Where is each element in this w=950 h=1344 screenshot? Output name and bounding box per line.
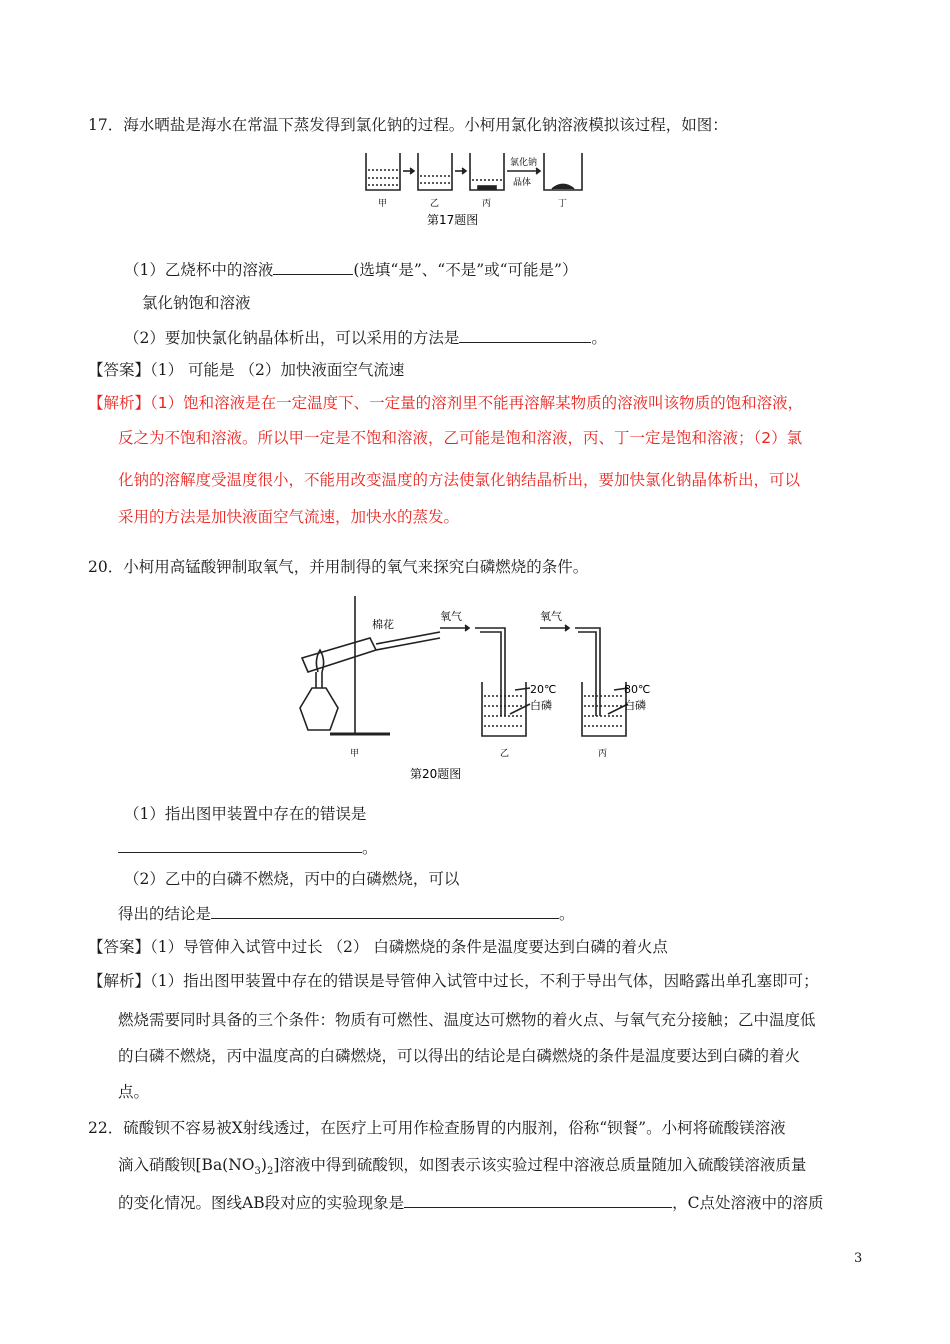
q22-line-1: 22．硫酸钡不容易被X射线透过，在医疗上可用作检查肠胃的内服剂，俗称“钡餐”。小柯将硫酸镁溶液 xyxy=(88,1119,786,1137)
q20-analysis-line-1: 【解析】（1）指出图甲装置中存在的错误是导管伸入试管中过长，不利于导出气体，因略露出单孔塞即可； xyxy=(88,972,819,990)
q20-sub2-cont xyxy=(118,902,575,925)
q20-sub2-text: 得出的结论是 xyxy=(118,905,212,923)
beaker-label-yi: 乙 xyxy=(430,199,440,209)
q20-sub1-end: 。 xyxy=(362,839,378,857)
q17-figure xyxy=(360,148,590,230)
q17-sub1-text: （1）乙烧杯中的溶液 xyxy=(124,261,274,279)
q20-sub2-blank[interactable] xyxy=(211,902,559,919)
q20-analysis-line-2: 燃烧需要同时具备的三个条件：物质有可燃性、温度达可燃物的着火点、与氧气充分接触；乙中温度低 xyxy=(118,1011,816,1029)
page-number: 3 xyxy=(854,1251,863,1266)
q20-analysis-line-3: 的白磷不燃烧，丙中温度高的白磷燃烧，可以得出的结论是白磷燃烧的条件是温度要达到白磷的着火 xyxy=(118,1047,801,1065)
q17-analysis-line-2: 反之为不饱和溶液。所以甲一定是不饱和溶液，乙可能是饱和溶液，丙、丁一定是饱和溶液；（2）氯 xyxy=(118,429,803,447)
q22-line-3a: 的变化情况。图线AB段对应的实验现象是 xyxy=(118,1194,405,1212)
beaker-label-ding: 丁 xyxy=(558,199,568,209)
q20-figure-caption: 第20题图 xyxy=(410,767,462,781)
q17-sub2 xyxy=(124,326,607,349)
q22-line-2b: ) xyxy=(260,1156,267,1174)
q22-line-3b: ，C点处溶液中的溶质 xyxy=(672,1194,824,1212)
q17-sub2-end: 。 xyxy=(591,329,607,347)
q22-line-2 xyxy=(118,1154,806,1183)
q17-analysis-line-4: 采用的方法是加快液面空气流速，加快水的蒸发。 xyxy=(118,508,460,526)
q17-analysis-line-3: 化钠的溶解度受温度很小，不能用改变温度的方法使氯化钠结晶析出，要加快氯化钠晶体析出，可以 xyxy=(118,471,801,489)
apparatus-label-yi: 乙 xyxy=(500,749,510,759)
q17-sub1-blank[interactable] xyxy=(273,258,353,275)
q22-sub-2: 2 xyxy=(266,1166,274,1178)
beaker-label-bing: 丙 xyxy=(482,199,492,209)
q20-sub1-blank[interactable] xyxy=(118,836,362,853)
temp-label-yi: 20℃ xyxy=(530,683,557,696)
crystal-label-1: 氯化钠 xyxy=(510,158,538,168)
q20-sub2: （2）乙中的白磷不燃烧，丙中的白磷燃烧，可以 xyxy=(124,870,460,888)
apparatus-label-jia: 甲 xyxy=(350,749,360,759)
q20-answer: 【答案】（1）导管伸入试管中过长 （2） 白磷燃烧的条件是温度要达到白磷的着火点 xyxy=(88,938,668,956)
q17-sub1-hint: (选填“是”、“不是”或“可能是”） xyxy=(353,261,578,279)
q20-sub1-answer-line xyxy=(118,836,378,859)
q20-analysis-line-4: 点。 xyxy=(118,1083,150,1101)
q20-sub2-end: 。 xyxy=(559,905,575,923)
beaker-label-jia: 甲 xyxy=(378,199,388,209)
q17-sub1 xyxy=(124,258,577,281)
apparatus-label-bing: 丙 xyxy=(598,749,608,759)
q17-figure-caption: 第17题图 xyxy=(427,213,479,227)
q22-sub-3: 3 xyxy=(254,1166,261,1178)
q22-blank-ab[interactable] xyxy=(404,1191,672,1208)
white-p-label-yi: 白磷 xyxy=(530,699,552,712)
q20-stem: 20．小柯用高锰酸钾制取氧气，并用制得的氧气来探究白磷燃烧的条件。 xyxy=(88,558,589,576)
crystal-label-2: 晶体 xyxy=(513,178,532,188)
q17-sub1-cont: 氯化钠饱和溶液 xyxy=(142,294,251,312)
q17-stem: 17．海水晒盐是海水在常温下蒸发得到氯化钠的过程。小柯用氯化钠溶液模拟该过程，如图： xyxy=(88,116,728,134)
white-p-label-bing: 白磷 xyxy=(624,699,646,712)
q20-sub1: （1）指出图甲装置中存在的错误是 xyxy=(124,805,367,823)
q17-sub2-blank[interactable] xyxy=(459,326,591,343)
q17-sub2-text: （2）要加快氯化钠晶体析出，可以采用的方法是 xyxy=(124,329,460,347)
q22-line-2c: ]溶液中得到硫酸钡，如图表示该实验过程中溶液总质量随加入硫酸镁溶液质量 xyxy=(273,1156,807,1174)
oxygen-label-yi: 氧气 xyxy=(440,610,462,623)
q17-analysis-line-1: 【解析】（1）饱和溶液是在一定温度下、一定量的溶剂里不能再溶解某物质的溶液叫该物质的饱和溶液， xyxy=(88,394,804,412)
q20-figure xyxy=(290,588,660,788)
q17-answer: 【答案】（1） 可能是 （2）加快液面空气流速 xyxy=(88,361,405,379)
q22-line-2a: 滴入硝酸钡[Ba(NO xyxy=(118,1156,255,1174)
oxygen-label-bing: 氧气 xyxy=(540,610,562,623)
cotton-label: 棉花 xyxy=(372,618,394,631)
q22-line-3 xyxy=(118,1191,823,1214)
temp-label-bing: 80℃ xyxy=(624,683,651,696)
